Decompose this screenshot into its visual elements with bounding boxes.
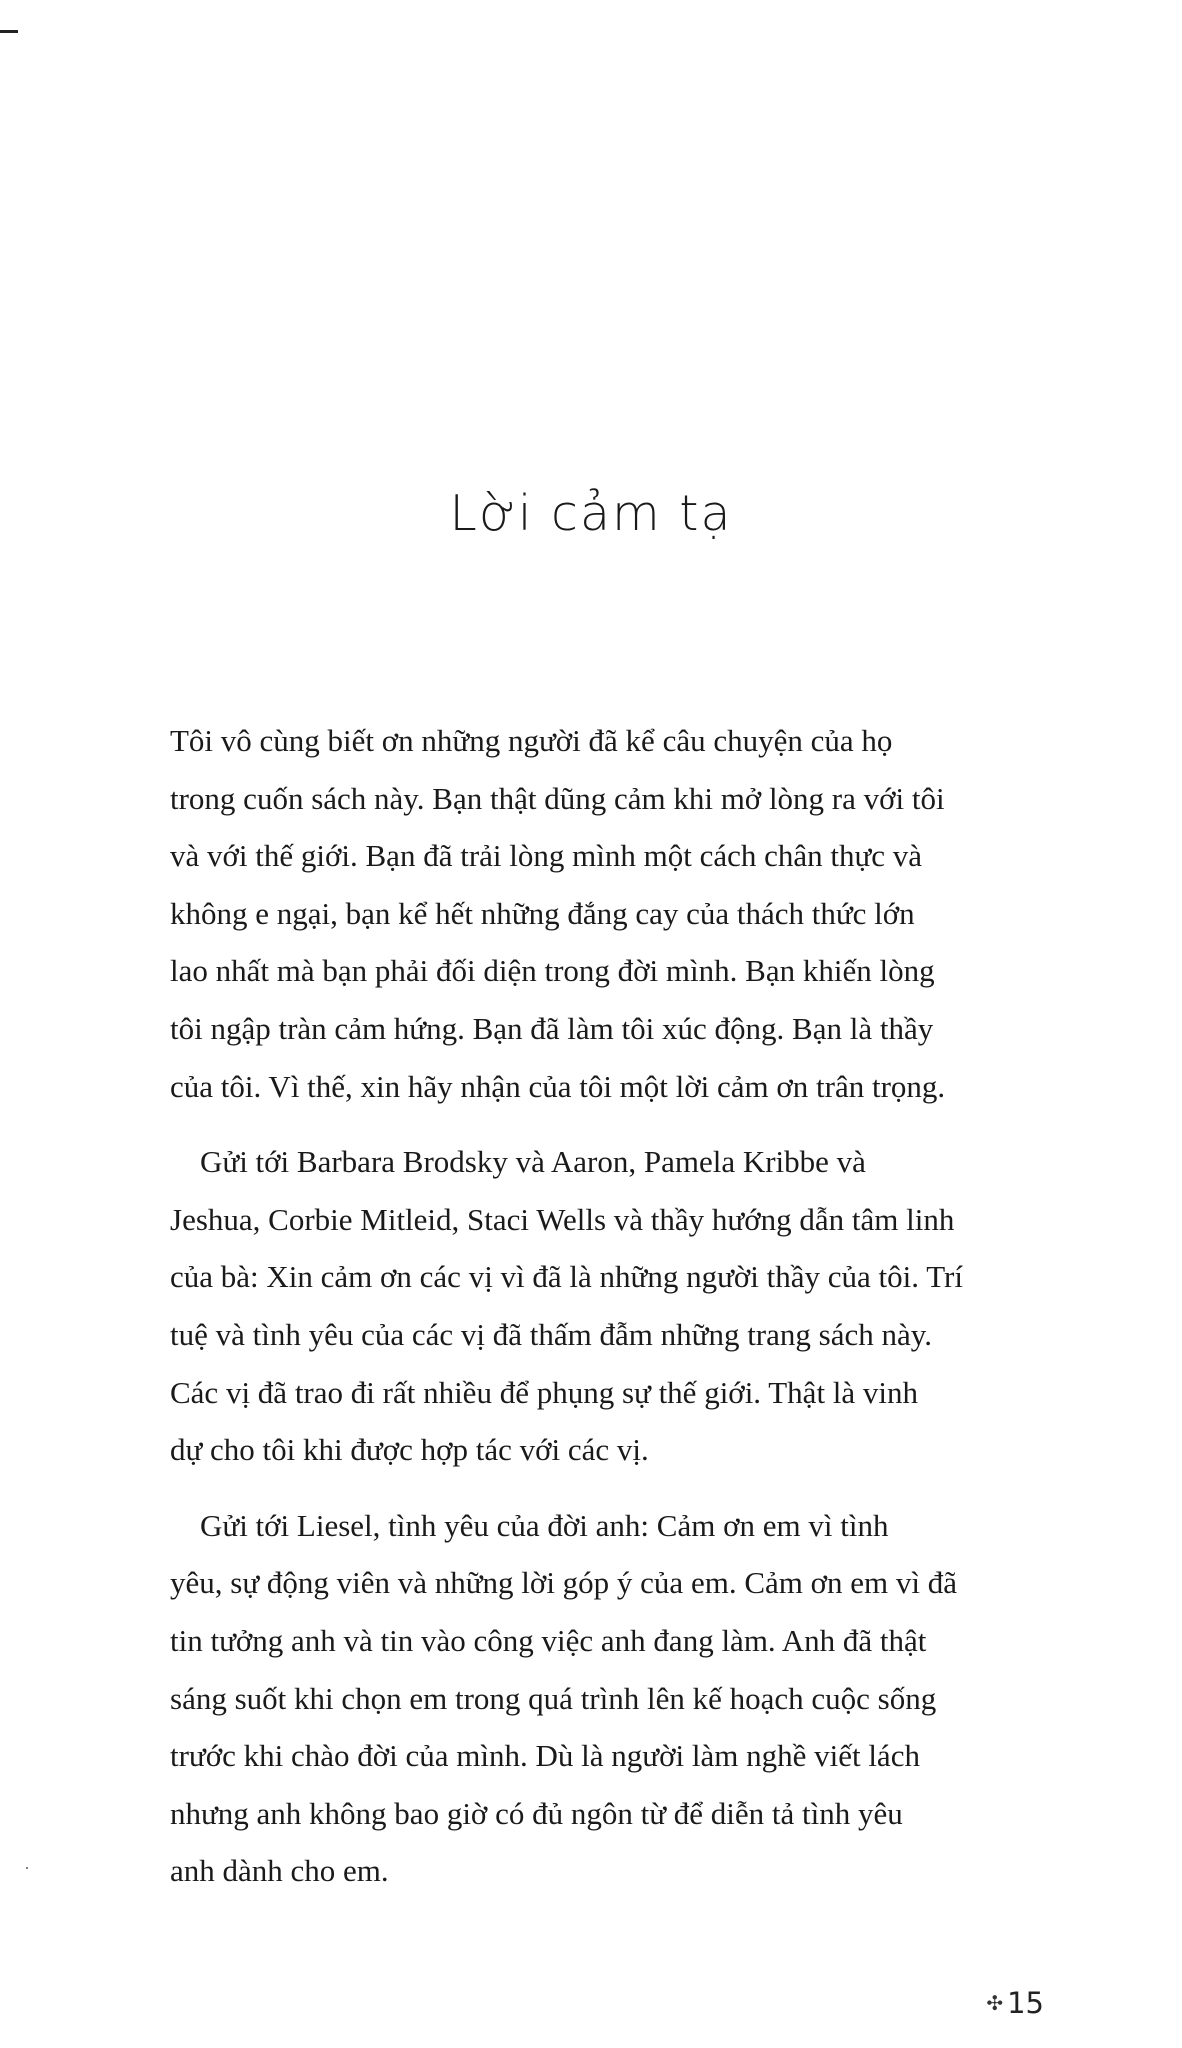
text-line: Gửi tới Liesel, tình yêu của đời anh: Cảm ơn em vì tình [200, 1507, 889, 1543]
text-line: của bà: Xin cảm ơn các vị vì đã là những người thầy của tôi. Trí [170, 1259, 963, 1295]
page-footer [986, 1986, 1044, 2020]
text-line: nhưng anh không bao giờ có đủ ngôn từ để diễn tả tình yêu [170, 1795, 903, 1831]
text-line: không e ngại, bạn kể hết những đắng cay của thách thức lớn [170, 895, 915, 931]
text-line: tin tưởng anh và tin vào công việc anh đang làm. Anh đã thật [170, 1622, 927, 1658]
scan-speck [26, 1867, 28, 1869]
text-line: yêu, sự động viên và những lời góp ý của em. Cảm ơn em vì đã [170, 1565, 958, 1601]
paragraph-2 [170, 1133, 1040, 1479]
text-line: Jeshua, Corbie Mitleid, Staci Wells và thầy hướng dẫn tâm linh [170, 1201, 955, 1237]
text-line: Các vị đã trao đi rất nhiều để phụng sự thế giới. Thật là vinh [170, 1374, 919, 1410]
text-line: và với thế giới. Bạn đã trải lòng mình một cách chân thực và [170, 838, 923, 874]
text-line: Gửi tới Barbara Brodsky và Aaron, Pamela Kribbe và [200, 1144, 866, 1180]
text-line: Tôi vô cùng biết ơn những người đã kể câu chuyện của họ [170, 723, 893, 758]
text-line: trong cuốn sách này. Bạn thật dũng cảm khi mở lòng ra với tôi [170, 780, 945, 816]
chapter-title: Lời cảm tạ [449, 484, 733, 542]
text-line: anh dành cho em. [170, 1853, 389, 1889]
paragraph-1 [170, 712, 1040, 1115]
text-line: tuệ và tình yêu của các vị đã thấm đẫm những trang sách này. [170, 1316, 932, 1352]
text-line: tôi ngập tràn cảm hứng. Bạn đã làm tôi xúc động. Bạn là thầy [170, 1010, 934, 1046]
body-text [170, 712, 1040, 1900]
paragraph-3 [170, 1497, 1040, 1900]
text-line: của tôi. Vì thế, xin hãy nhận của tôi một lời cảm ơn trân trọng. [170, 1068, 946, 1104]
ornament-icon: ✣ [986, 1991, 1004, 2015]
text-line: lao nhất mà bạn phải đối diện trong đời mình. Bạn khiến lòng [170, 953, 935, 989]
text-line: trước khi chào đời của mình. Dù là người làm nghề viết lách [170, 1738, 920, 1774]
scan-edge-mark [0, 30, 18, 33]
text-line: sáng suốt khi chọn em trong quá trình lên kế hoạch cuộc sống [170, 1680, 937, 1716]
page-number: 15 [1007, 1986, 1044, 2020]
text-line: dự cho tôi khi được hợp tác với các vị. [170, 1432, 649, 1468]
